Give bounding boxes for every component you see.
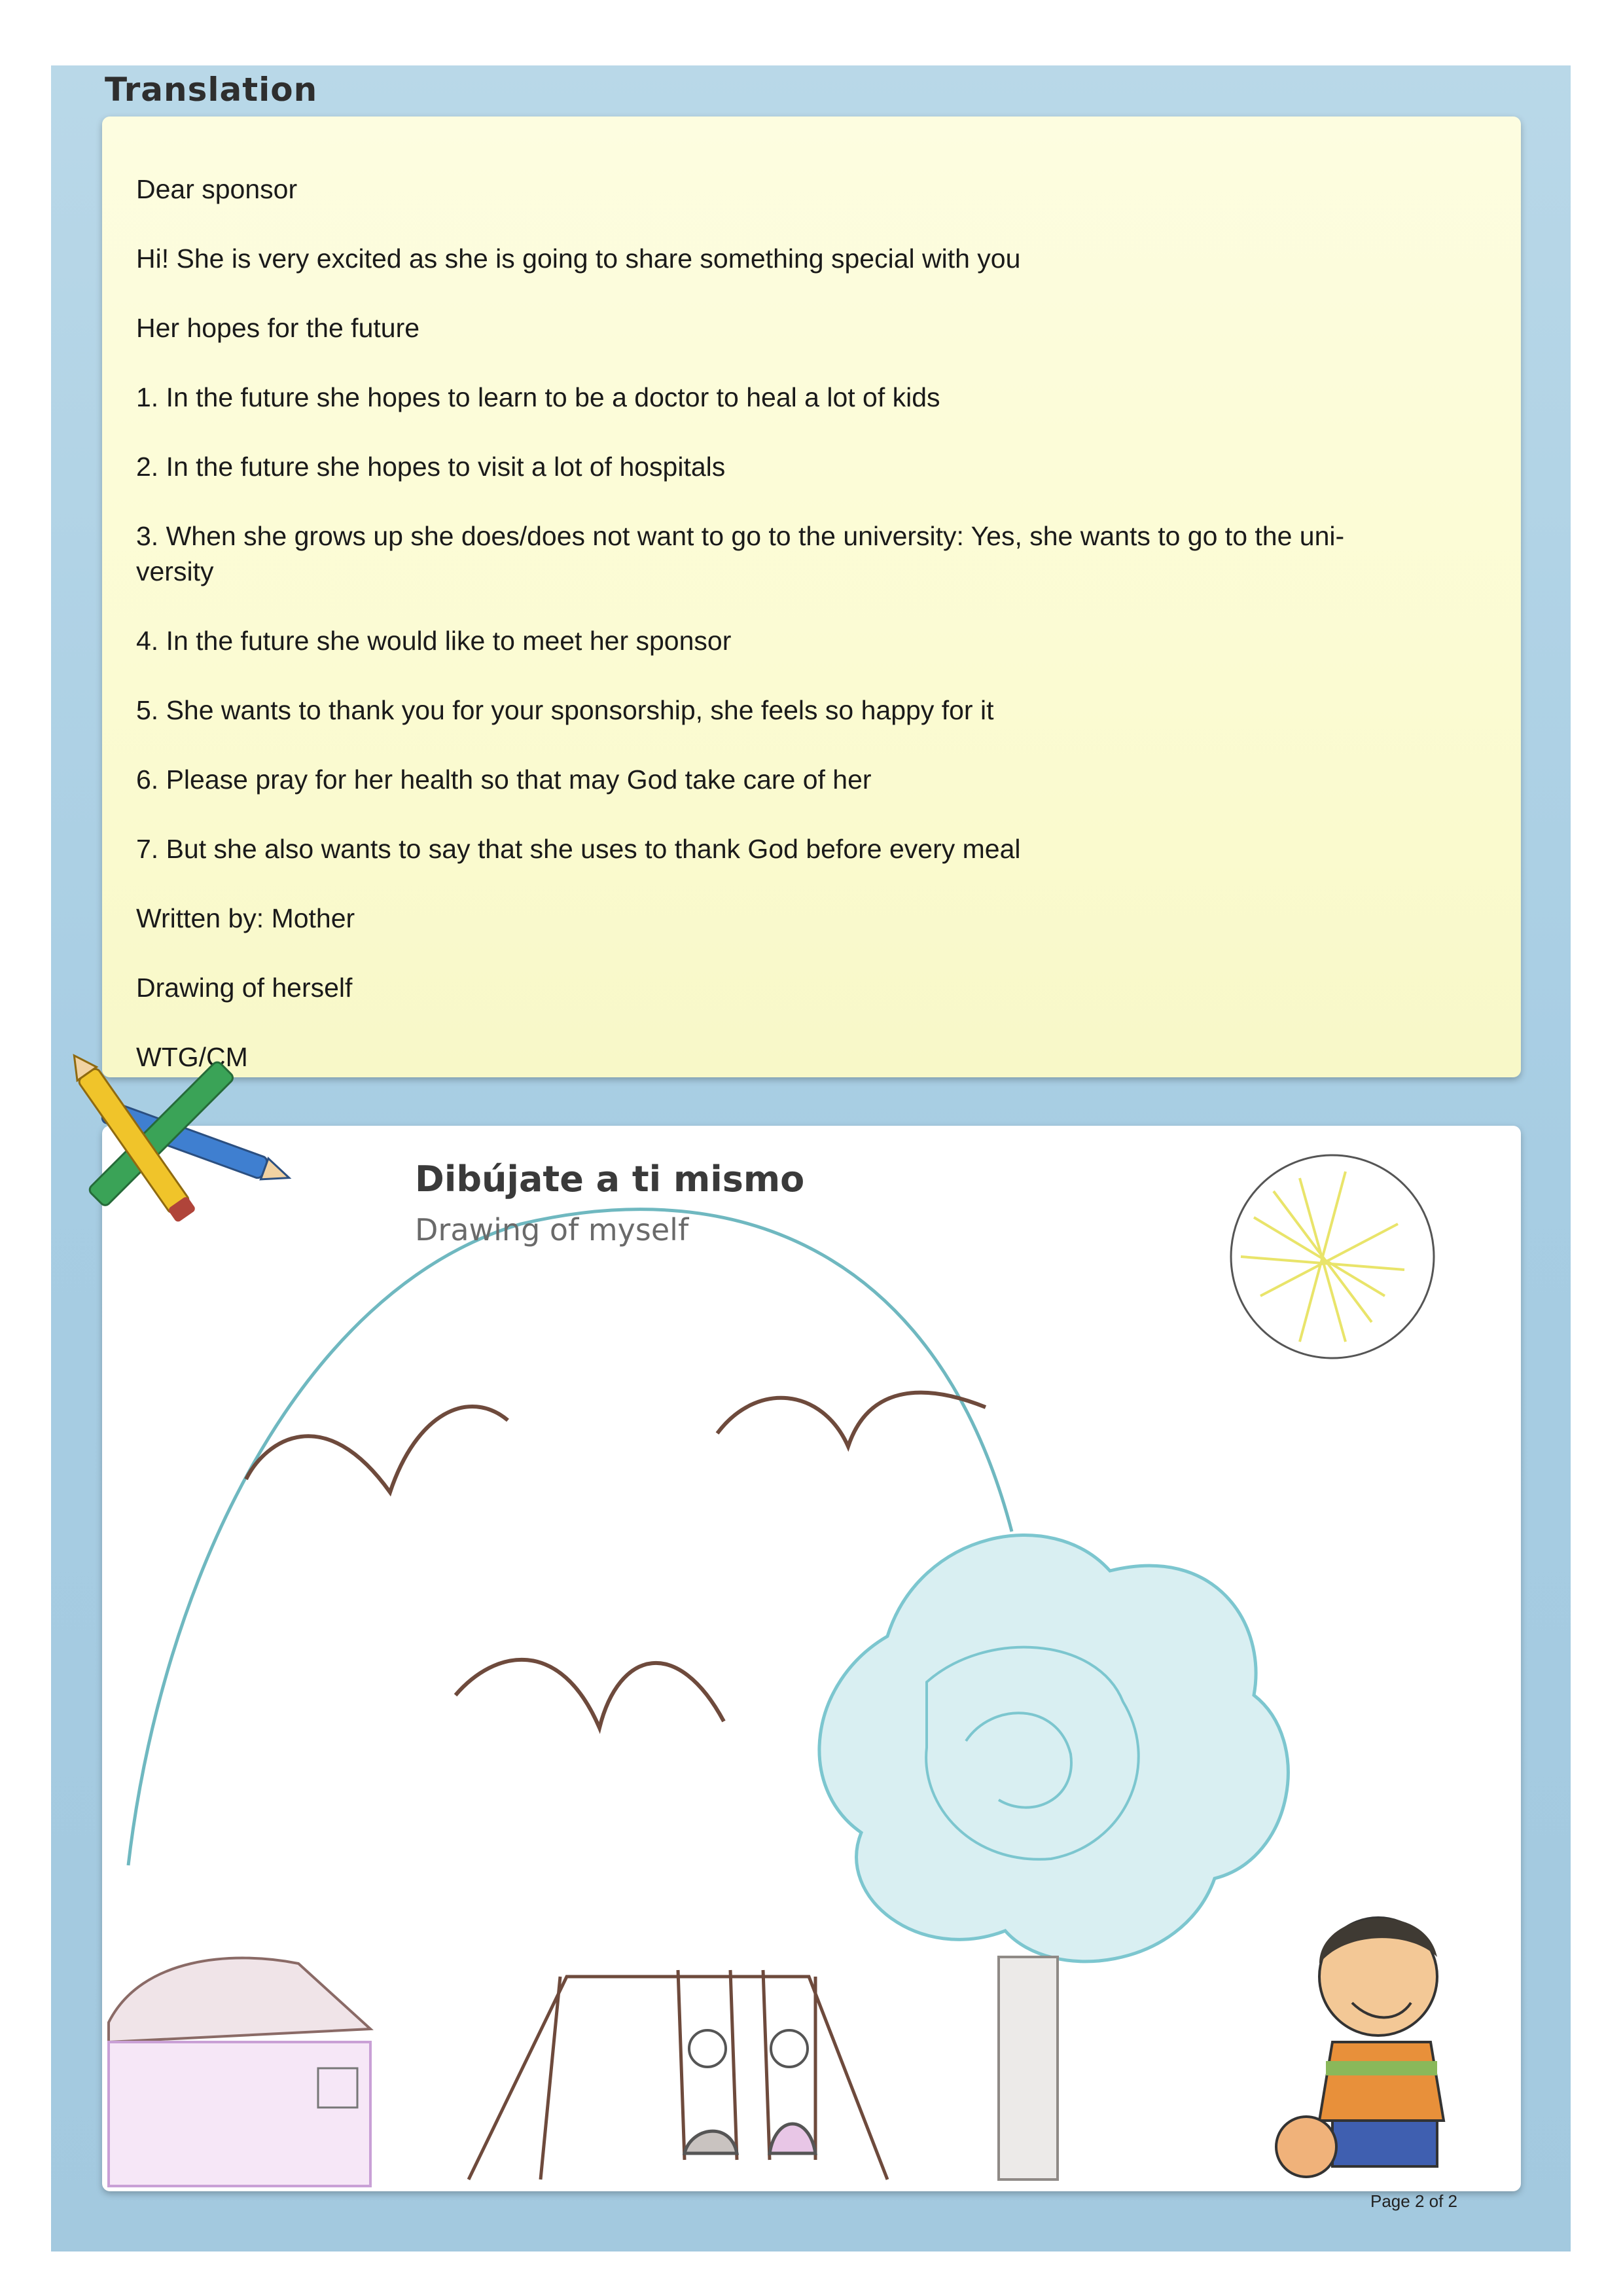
pencils-icon [26,1041,301,1237]
translation-line: Hi! She is very excited as she is going to share something special with you [136,243,1021,274]
boy-mascot-illustration [1276,1918,1444,2177]
translation-line: 2. In the future she hopes to visit a lot of hospitals [136,452,726,482]
translation-line: 7. But she also wants to say that she uses to thank God before every meal [136,834,1021,864]
translation-line: 3. When she grows up she does/does not want to go to the university: Yes, she wants to go to the uni- versity [136,521,1345,586]
translation-line: 1. In the future she hopes to learn to be a doctor to heal a lot of kids [136,382,940,412]
translation-line: Drawing of herself [136,973,353,1003]
translation-line: Dear sponsor [136,174,298,204]
tree [819,1535,1288,2179]
translation-line: 5. She wants to thank you for your sponsorship, she feels so happy for it [136,695,994,725]
translation-heading: Translation [105,71,318,109]
translation-line: Her hopes for the future [136,313,420,343]
translation-line: Written by: Mother [136,903,355,933]
child-drawing [102,1126,1521,2191]
drawing-panel [102,1126,1521,2191]
sun-scribble [1231,1155,1434,1358]
house [109,1958,370,2186]
translation-line: 4. In the future she would like to meet her sponsor [136,626,732,656]
drawing-title: Dibújate a ti mismo [415,1158,805,1200]
page-number: Page 2 of 2 [1370,2191,1457,2211]
translation-line: 6. Please pray for her health so that may God take care of her [136,764,872,795]
drawing-subtitle: Drawing of myself [415,1212,689,1247]
translation-panel [102,117,1521,1077]
swing-set [469,1970,887,2179]
translation-line: WTG/CM [136,1042,248,1072]
